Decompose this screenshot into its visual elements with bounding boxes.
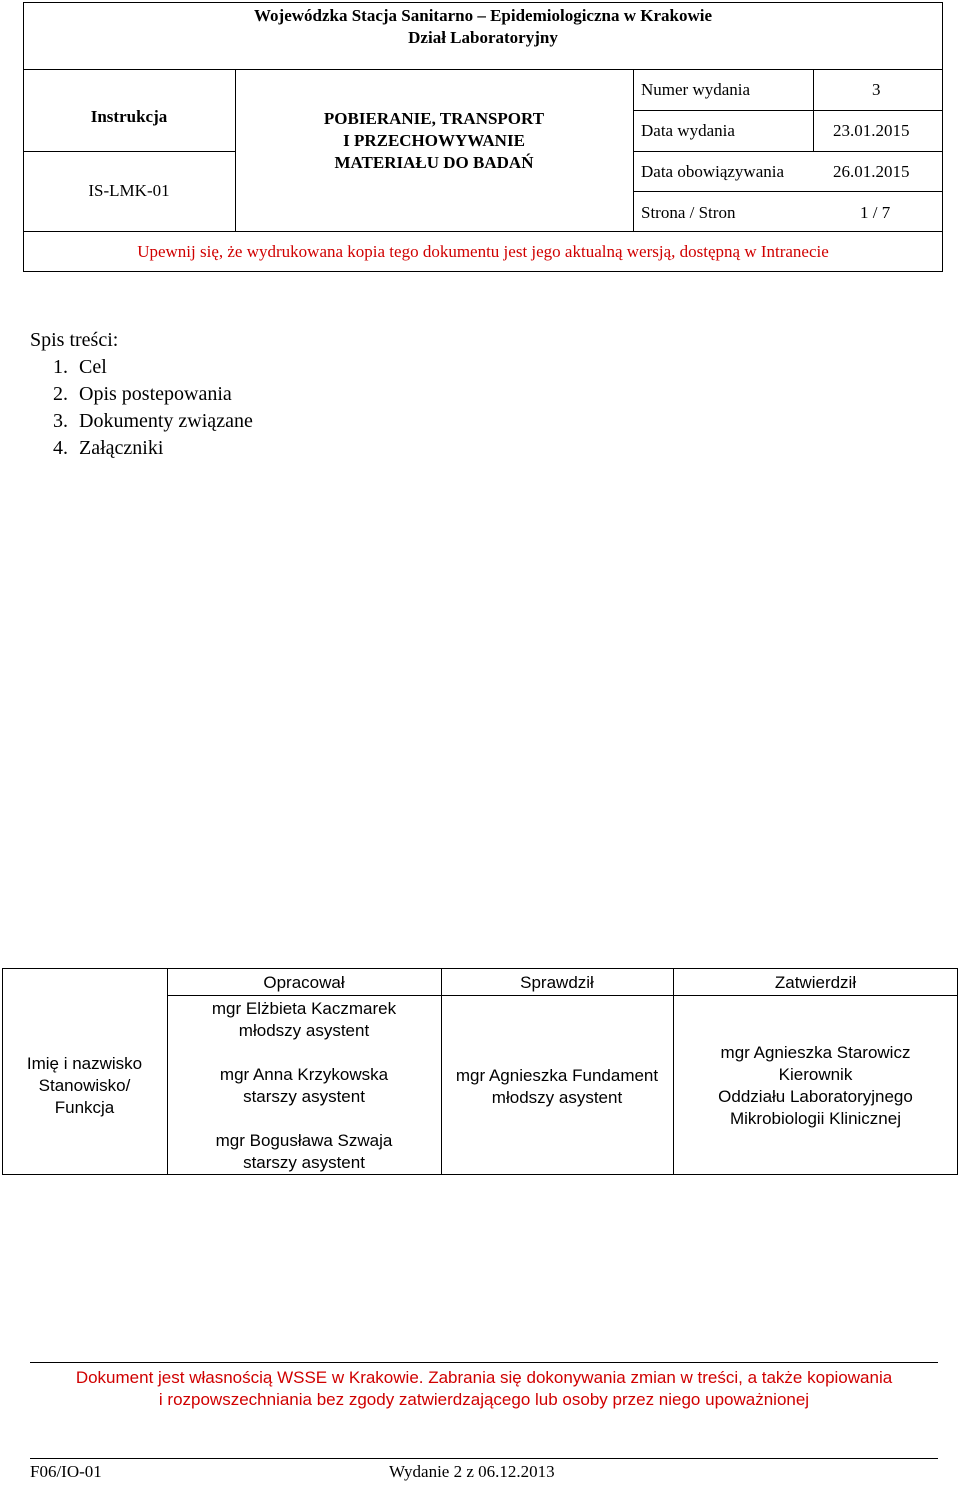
header-divider [813, 69, 814, 151]
page-count-value: 1 / 7 [860, 203, 891, 222]
document-type: Instrukcja [90, 107, 168, 126]
toc-list [30, 354, 253, 462]
copy-warning: Upewnij się, że wydrukowana kopia tego dokumentu jest jego aktualną wersją, dostępną w Intranecie [137, 242, 829, 261]
notice-line: Dokument jest własnością WSSE w Krakowie. Zabrania się dokonywania zmian w treści, a także kopiowania [75, 1368, 893, 1387]
footer-rule [30, 1458, 938, 1459]
checked-by-block [441, 1065, 673, 1109]
header-divider [23, 151, 235, 152]
organization-name [23, 5, 943, 49]
title-line: I PRZECHOWYWANIE [343, 131, 525, 150]
person-role: Oddziału Laboratoryjnego [718, 1087, 913, 1106]
form-edition: Wydanie 2 z 06.12.2013 [389, 1462, 555, 1481]
prepared-by-block [167, 998, 441, 1174]
page-count-label: Strona / Stron [641, 203, 736, 222]
approval-divider [167, 995, 958, 996]
toc-item: 3. Dokumenty związane [73, 408, 253, 435]
person-role: Kierownik [778, 1065, 853, 1084]
header-divider [633, 69, 634, 231]
person-name: mgr Agnieszka Fundament [455, 1066, 659, 1085]
edition-number-label: Numer wydania [641, 80, 751, 99]
person-role: młodszy asystent [238, 1021, 370, 1040]
table-of-contents [30, 327, 253, 462]
notice-line: i rozpowszechniania bez zgody zatwierdzającego lub osoby przez niego upoważnionej [158, 1390, 810, 1409]
person-name: mgr Anna Krzykowska [219, 1065, 389, 1084]
issue-date-value: 23.01.2015 [833, 121, 910, 140]
toc-title: Spis treści: [30, 329, 119, 351]
issue-date-label: Data wydania [641, 121, 735, 140]
department-line: Dział Laboratoryjny [408, 28, 558, 47]
edition-number-value: 3 [872, 80, 881, 99]
document-code: IS-LMK-01 [88, 181, 170, 200]
row-label [2, 1053, 167, 1119]
header-divider [23, 231, 943, 232]
toc-item: 1. Cel [73, 354, 253, 381]
form-code: F06/IO-01 [30, 1462, 102, 1481]
effective-date-value: 26.01.2015 [833, 162, 910, 181]
toc-item: 2. Opis postepowania [73, 381, 253, 408]
header-divider [23, 69, 943, 70]
person-role: Mikrobiologii Klinicznej [729, 1109, 901, 1128]
row-label-line: Imię i nazwisko [26, 1054, 143, 1073]
effective-date-label: Data obowiązywania [641, 162, 785, 181]
title-line: MATERIAŁU DO BADAŃ [334, 153, 534, 172]
row-label-line: Stanowisko/ [38, 1076, 131, 1095]
ownership-notice [30, 1367, 938, 1411]
document-title [235, 108, 633, 174]
person-name: mgr Elżbieta Kaczmarek [211, 999, 397, 1018]
approved-by-block [673, 1042, 958, 1130]
person-name: mgr Agnieszka Starowicz [720, 1043, 911, 1062]
person-role: starszy asystent [243, 1153, 365, 1172]
title-line: POBIERANIE, TRANSPORT [323, 109, 545, 128]
column-checked: Sprawdził [520, 973, 594, 992]
person-role: młodszy asystent [491, 1088, 623, 1107]
toc-item: 4. Załączniki [73, 435, 253, 462]
person-name: mgr Bogusława Szwaja [215, 1131, 393, 1150]
header-divider [633, 151, 943, 152]
header-divider [633, 191, 943, 192]
footer-rule [30, 1362, 938, 1363]
column-prepared: Opracował [263, 973, 345, 992]
header-divider [633, 110, 943, 111]
organization-line: Wojewódzka Stacja Sanitarno – Epidemiologiczna w Krakowie [253, 6, 713, 25]
person-role: starszy asystent [243, 1087, 365, 1106]
row-label-line: Funkcja [54, 1098, 115, 1117]
column-approved: Zatwierdził [774, 973, 857, 992]
